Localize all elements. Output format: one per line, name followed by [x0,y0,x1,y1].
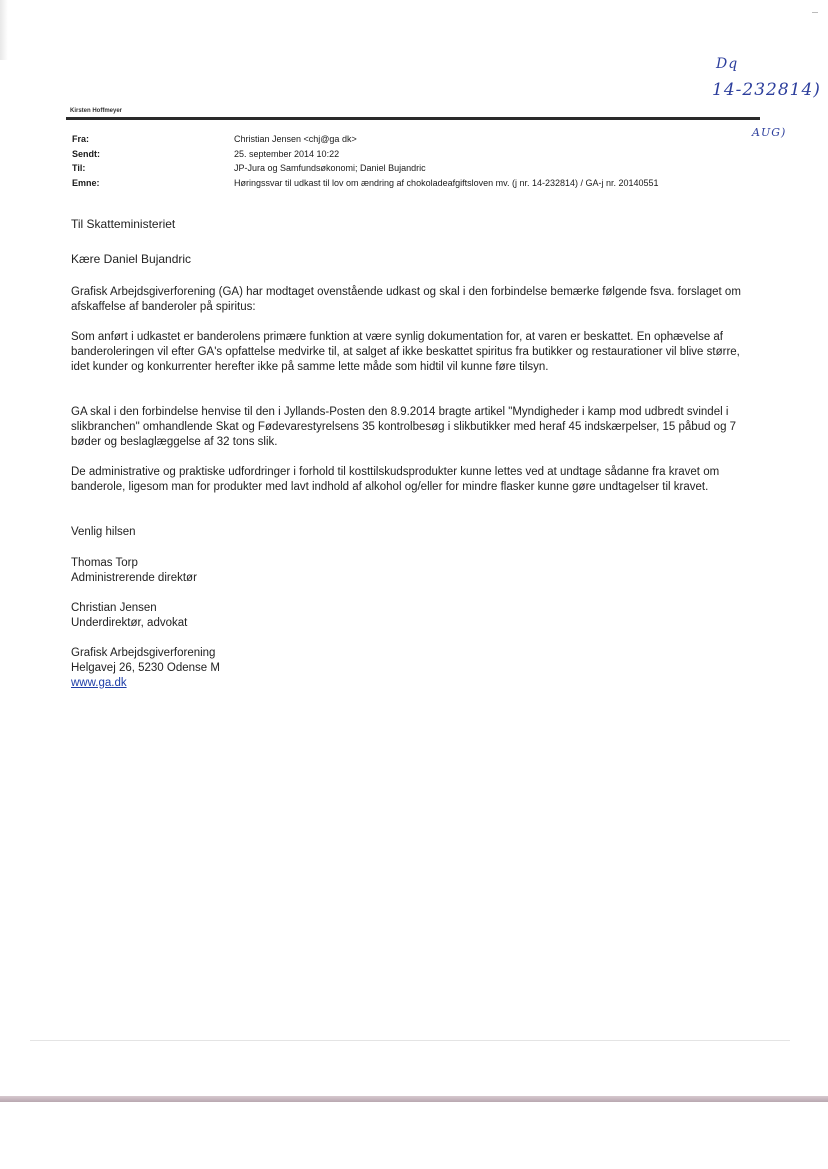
signature-name: Christian Jensen [71,602,157,614]
signature-title: Administrerende direktør [71,572,197,584]
handwritten-note-dq: Dq [716,56,739,72]
signature-name: Thomas Torp [71,557,138,569]
email-header-row-from [72,132,762,147]
handwritten-note-aug: AUG) [752,126,787,139]
page-divider [30,1040,790,1041]
scan-edge-shadow [0,0,8,60]
letter-closing: Venlig hilsen [71,526,136,538]
email-header-value: JP-Jura og Samfundsøkonomi; Daniel Bujandric [234,163,426,174]
email-header-value: 25. september 2014 10:22 [234,148,340,159]
letter-paragraph: Grafisk Arbejdsgiverforening (GA) har modtaget ovenstående udkast og skal i den forbindelse bemærke følgende fsva. forslaget om afskaffelse af banderoler på spiritus: [71,286,741,313]
email-header-label: Emne: [72,177,100,188]
signature-title: Underdirektør, advokat [71,617,188,629]
email-header-value: Christian Jensen <chj@ga dk> [234,134,357,145]
organization-address: Helgavej 26, 5230 Odense M [71,662,220,674]
organization-website-link[interactable]: www.ga.dk [71,677,127,689]
page-bottom-band [0,1096,828,1102]
email-header-row-to [72,161,762,176]
letter-paragraph: De administrative og praktiske udfordringer i forhold til kosttilskudsprodukter kunne lettes ved at undtage sådanne fra kravet om banderole, ligesom man for produkter med lavt indhold af alkohol og/eller for mindre flasker kunne gøre undtagelser til kravet. [71,466,720,493]
scan-mark [812,12,818,13]
email-header-row-subject [72,176,762,191]
email-header-row-sent [72,147,762,162]
letter-salutation: Kære Daniel Bujandric [71,252,192,266]
header-divider [66,117,760,120]
email-header-label: Fra: [72,134,90,145]
printout-sender-name: Kirsten Hoffmeyer [70,108,123,114]
email-header-label: Til: [72,163,86,174]
letter-paragraph: GA skal i den forbindelse henvise til den i Jyllands-Posten den 8.9.2014 bragte artikel "Myndigheder i kamp mod udbredt svindel i slikbranchen" omhandlende Skat og Fødevarestyrelsens 35 kontrolbesøg i slikbutikker med heraf 45 indskærpelser, 15 påbud og 7 bøder og beslaglæggelse af 32 tons slik. [71,406,737,448]
letter-paragraph: Som anført i udkastet er banderolens primære funktion at være synlig dokumentation for, at varen er beskattet. En ophævelse af banderoleringen vil efter GA's opfattelse medvirke til, at salget af ikke beskattet spiritus fra butikker og restaurationer vil blive større, idet kunder og konkurrenter herefter ikke på samme lette måde som hidtil vil kunne føre tilsyn. [71,331,740,373]
handwritten-case-number: 14-232814) [712,80,821,100]
organization-name: Grafisk Arbejdsgiverforening [71,647,216,659]
letter-recipient: Til Skatteministeriet [71,217,176,231]
email-header-value: Høringssvar til udkast til lov om ændring af chokoladeafgiftsloven mv. (j nr. 14-232814) / GA-j nr. 20140551 [234,177,659,188]
email-header [72,132,762,190]
email-header-label: Sendt: [72,148,100,159]
